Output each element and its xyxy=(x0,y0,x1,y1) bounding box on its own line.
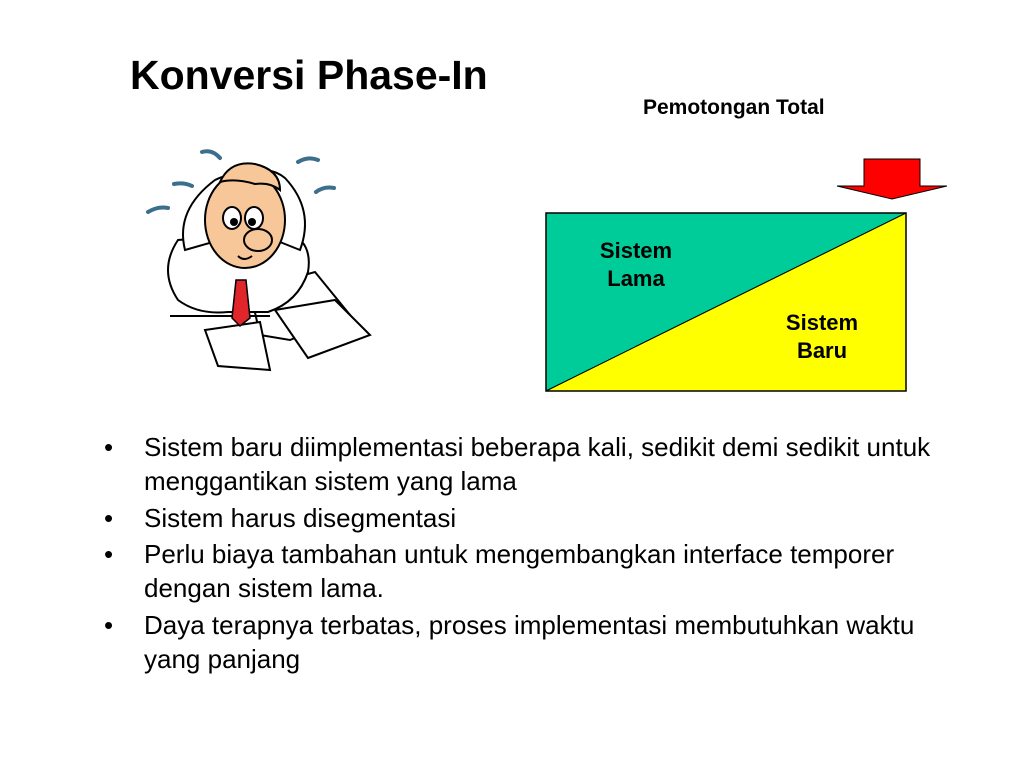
bullet-list xyxy=(100,430,960,678)
old-system-label-line2: Lama xyxy=(607,265,665,291)
bullet-text: Sistem baru diimplementasi beberapa kali, sedikit demi sedikit untuk menggantikan sistem yang lama xyxy=(144,432,931,497)
cutover-arrow-icon xyxy=(836,158,948,200)
bullet-item xyxy=(100,501,960,535)
bullet-text: Daya terapnya terbatas, proses implementasi membutuhkan waktu yang panjang xyxy=(144,609,915,674)
new-system-label xyxy=(757,309,887,364)
bullet-dot: • xyxy=(104,432,114,462)
new-system-label-line1: Sistem xyxy=(785,310,859,335)
arrow-shape xyxy=(837,159,947,199)
slide-title: Konversi Phase-In xyxy=(130,52,488,98)
bullet-text: Sistem harus disegmentasi xyxy=(144,502,457,533)
bullet-item xyxy=(100,537,960,606)
bullet-item xyxy=(100,430,960,499)
cutover-label: Pemotongan Total xyxy=(643,96,825,119)
old-system-label xyxy=(571,237,701,292)
new-system-label-line2: Baru xyxy=(796,337,848,363)
bullet-text: Perlu biaya tambahan untuk mengembangkan interface temporer dengan sistem lama. xyxy=(144,538,895,604)
bullet-dot: • xyxy=(104,609,114,640)
bullet-dot: • xyxy=(104,502,114,533)
old-system-label-line1: Sistem xyxy=(599,238,673,263)
stressed-person-illustration xyxy=(140,140,380,375)
bullet-dot: • xyxy=(104,538,114,569)
bullet-item xyxy=(100,608,960,677)
